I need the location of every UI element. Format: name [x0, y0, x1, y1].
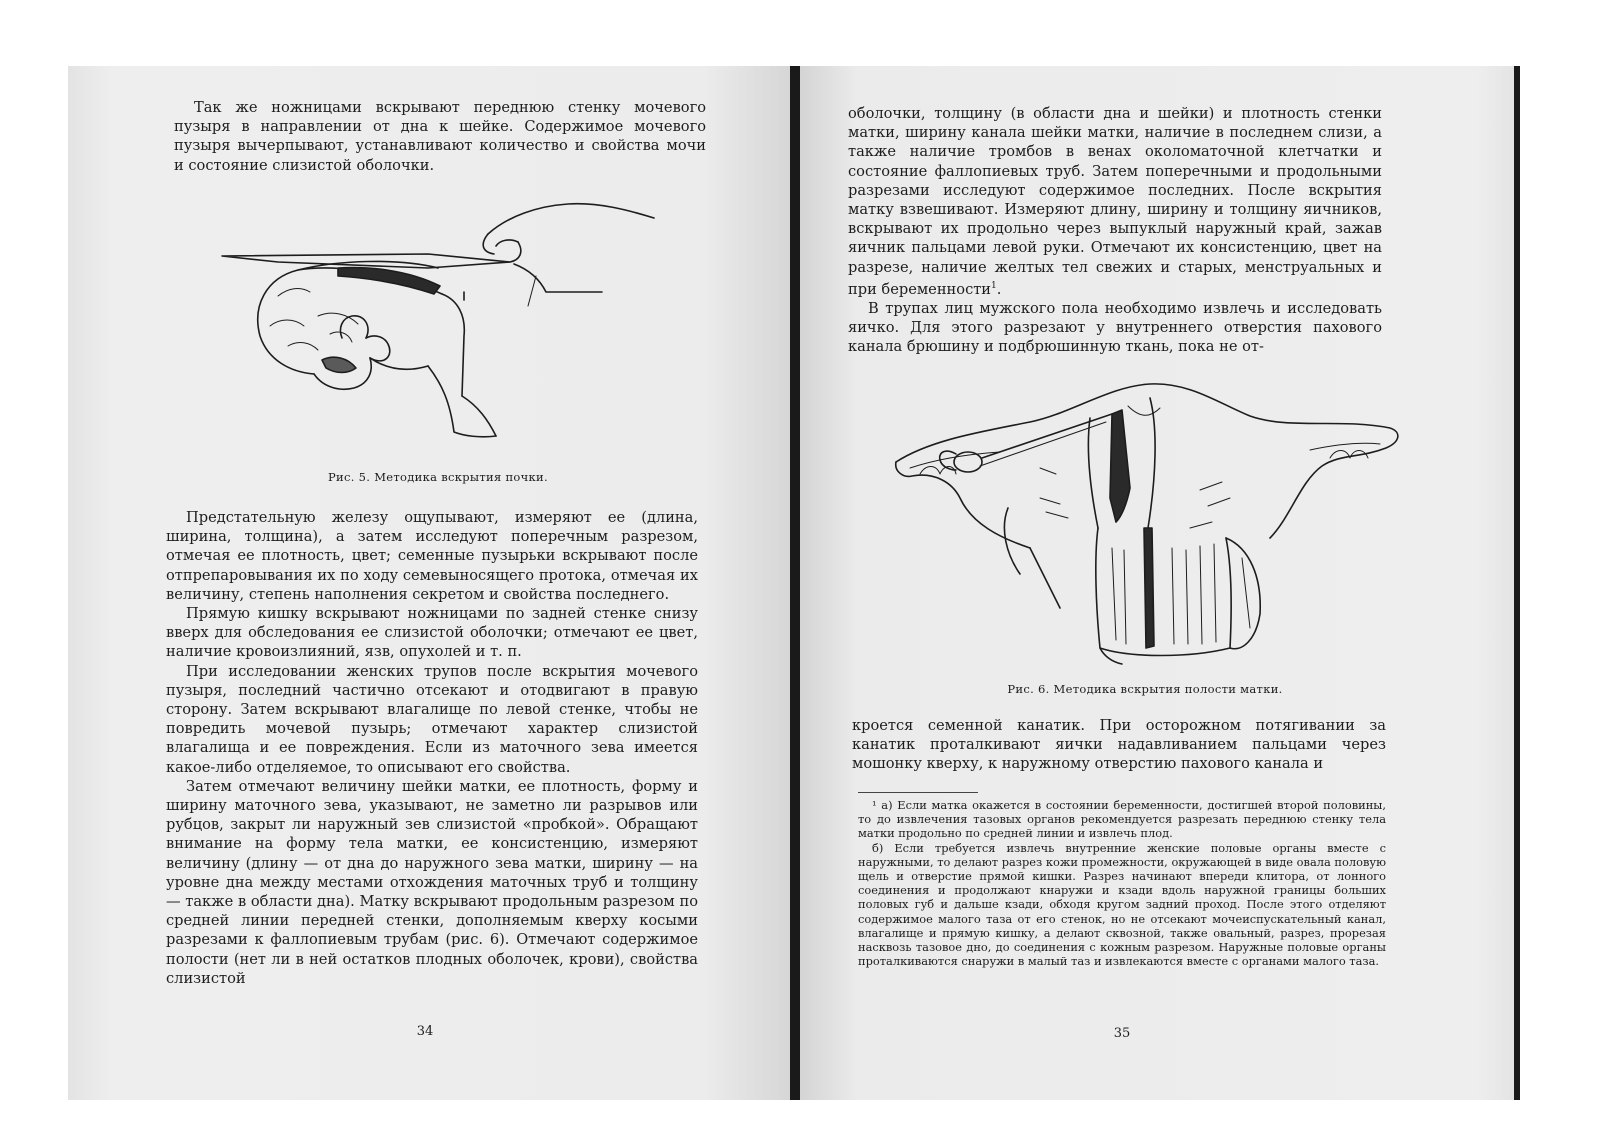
page-number-left: 34	[416, 1024, 434, 1039]
left-main-text	[166, 508, 698, 988]
figure-6-caption: Рис. 6. Методика вскрытия полости матки.	[1007, 682, 1283, 696]
paragraph-prostate: Предстательную железу ощупывают, измеряют ее (длина, ширина, толщина), а затем исследуют поперечным разрезом, отмечая ее плотность, цвет; семенные пузырьки вскрывают после отпрепаровывания их по ходу семевыносящего протока, отмечая их величину, степень наполнения секретом и свойства последнего.	[166, 509, 698, 603]
footnote-marker: 1	[991, 280, 997, 291]
kidney-dissection-illustration	[218, 196, 658, 446]
right-page	[800, 66, 1520, 1100]
right-page-edge	[1514, 66, 1520, 1100]
book-gutter	[790, 66, 800, 1100]
paragraph-male: В трупах лиц мужского пола необходимо извлечь и исследовать яичко. Для этого разрезают у внутреннего отверстия пахового канала брюшину и подбрюшинную ткань, пока не от-	[848, 299, 1382, 356]
footnote-b: б) Если требуется извлечь внутренние женские половые органы вместе с наружными, то делают разрез кожи промежности, окружающей в виде овала половую щель и отверстие прямой кишки. Разрез начинают впереди клитора, от лонного соединения и продолжают кнаружи и кзади вдоль наружной границы больших половых губ и дальше кзади, обходя кругом задний проход. После этого отделяют содержимое малого таза от его стенок, но не отсекают мочеиспускательный канал, влагалище и прямую кишку, а делают сквозной, также овальный, разрез, прорезая насквозь тазовое дно, до соединения с кожным разрезом. Наружные половые органы проталкиваются снаружи в малый таз и извлекаются вместе с органами малого таза.	[858, 840, 1386, 969]
page-number-right: 35	[1113, 1026, 1131, 1041]
left-page	[68, 66, 790, 1100]
right-top-paragraph: оболочки, толщину (в области дна и шейки) и плотность стенки матки, ширину канала шейки матки, наличие в последнем слизи, а также наличие тромбов в венах околоматочной клетчатки и состояние фаллопиевых труб. Затем поперечными и продольными разрезами исследуют содержимое последних. После вскрытия матку взвешивают. Измеряют длину, ширину и толщину яичников, вскрывают их продольно через выпуклый наружный край, зажав яичник пальцами левой руки. Отмечают их консистенцию, цвет на разрезе, наличие желтых тел свежих и старых, менструальных и при беременности$^1$. В трупах лиц мужского пола необходимо извлечь и исследовать яичко. Для этого разрезают у внутреннего отверстия пахового канала брюшину и подбрюшинную ткань, пока не от-	[848, 105, 1382, 356]
footnote-rule	[858, 792, 978, 793]
footnote-a: ¹ а) Если матка окажется в состоянии беременности, достигшей второй половины, то до извлечения тазовых органов рекомендуется разрезать переднюю стенку тела матки продольно по средней линии и извлечь плод.	[858, 798, 1386, 841]
footnotes	[858, 798, 1386, 968]
figure-5-caption: Рис. 5. Методика вскрытия почки.	[328, 470, 548, 484]
paragraph-cervix: Затем отмечают величину шейки матки, ее плотность, форму и ширину маточного зева, указывают, не заметно ли разрывов или рубцов, закрыт ли наружный зев слизистой «пробкой». Обращают внимание на форму тела матки, ее консистенцию, измеряют величину (длину — от дна до наружного зева матки, ширину — на уровне дна между местами отхождения маточных труб и толщину — также в области дна). Матку вскрывают продольным разрезом по средней линии передней стенки, дополняемым кверху косыми разрезами к фаллопиевым трубам (рис. 6). Отмечают содержимое полости (нет ли в ней остатков плодных оболочек, крови), свойства слизистой	[166, 777, 698, 987]
right-after-figure-text: кроется семенной канатик. При осторожном потягивании за канатик проталкивают яички надавливанием пальцами через мошонку кверху, к наружному отверстию пахового канала и	[852, 717, 1386, 773]
uterus-dissection-illustration	[890, 378, 1410, 678]
paragraph-female: При исследовании женских трупов после вскрытия мочевого пузыря, последний частично отсекают и отодвигают в правую сторону. Затем вскрывают влагалище по левой стенке, чтобы не повредить мочевой пузырь; отмечают характер слизистой влагалища и ее повреждения. Если из маточного зева имеется какое-либо отделяемое, то описывают его свойства.	[166, 662, 698, 776]
left-top-paragraph: Так же ножницами вскрывают переднюю стенку мочевого пузыря в направлении от дна к шейке. Содержимое мочевого пузыря вычерпывают, устанавливают количество и свойства мочи и состояние слизистой оболочки.	[174, 99, 706, 174]
paragraph-rectum: Прямую кишку вскрывают ножницами по задней стенке снизу вверх для обследования ее слизистой оболочки; отмечают ее цвет, наличие кровоизлияний, язв, опухолей и т. п.	[166, 605, 698, 661]
book-spread	[68, 66, 1520, 1100]
